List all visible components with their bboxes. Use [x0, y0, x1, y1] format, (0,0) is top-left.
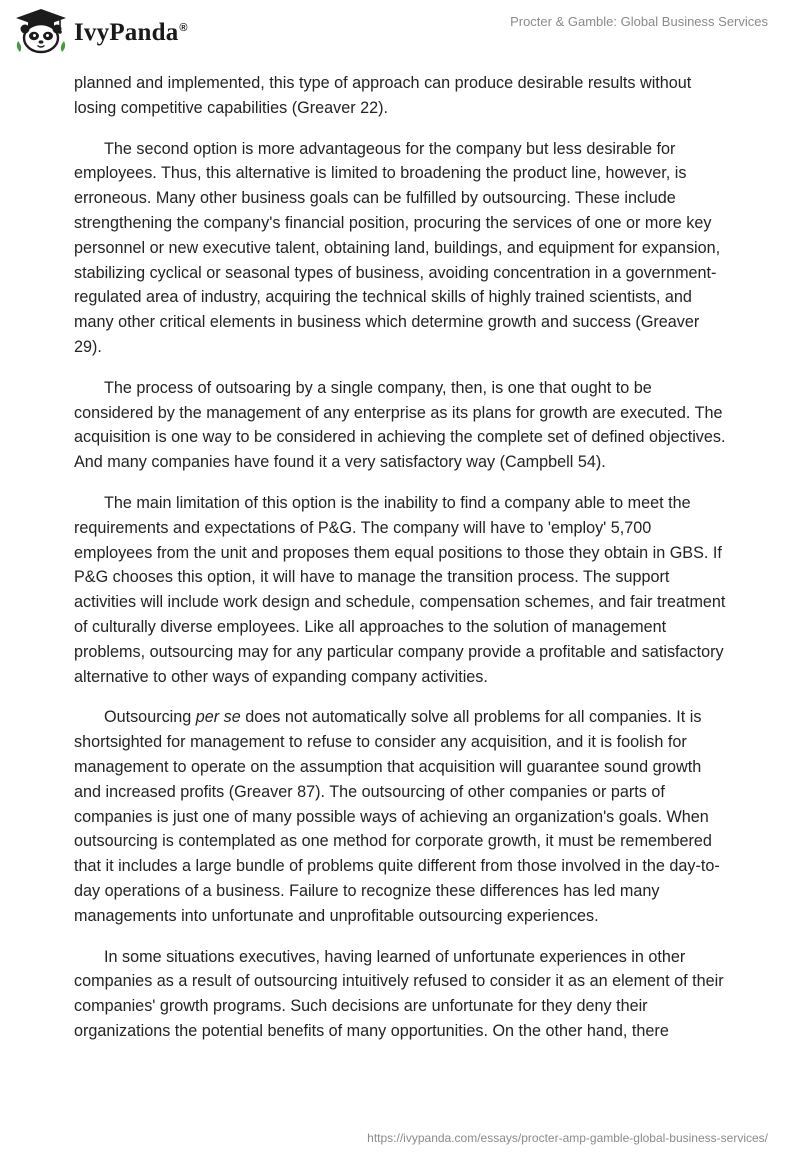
panda-graduate-icon — [14, 7, 68, 55]
paragraph-per-se — [74, 705, 730, 928]
paragraph-executives: In some situations executives, having learned of unfortunate experiences in other companies as a result of outsourcing intuitively refused to consider it as an element of their companies' growth programs. Such decisions are unfortunate for they deny their organizations the potential benefits of many opportunities. On the other hand, there — [74, 947, 724, 1040]
essay-body — [74, 71, 730, 1060]
source-url[interactable]: https://ivypanda.com/essays/procter-amp-gamble-global-business-services/ — [367, 1131, 768, 1145]
paragraph-per-se-rest: does not automatically solve all problems for all companies. It is shortsighted for management to refuse to consider any acquisition, and it is foolish for management to operate on the assumption that acquisition will guarantee sound growth and increased profits (Greaver 87). The outsourcing of other companies or parts of companies is just one of many possible ways of achieving an organization's goals. When outsourcing is contemplated as one method for corporate growth, it must be remembered that it includes a large bundle of problems quite different from those involved in the day-to-day operations of a business. Failure to recognize these differences has led many managements into unfortunate and unprofitable outsourcing experiences. — [74, 708, 720, 925]
brand-name — [74, 19, 188, 47]
paragraph-main-limitation: The main limitation of this option is the inability to find a company able to meet the requirements and expectations of P&G. The company will have to 'employ' 5,700 employees from the unit and proposes them equal positions to those they obtain in GBS. If P&G chooses this option, it will have to manage the transition process. The support activities will include work design and schedule, compensation schemes, and fair treatment of culturally diverse employees. Like all approaches to the solution of management problems, outsourcing may for any particular company provide a profitable and satisfactory alternative to other ways of expanding company activities. — [74, 493, 726, 686]
paragraph-continuation: planned and implemented, this type of approach can produce desirable results without losing competitive capabilities (Greaver 22). — [74, 74, 692, 117]
paragraph-per-se-italic: per se — [195, 708, 241, 727]
paragraph-second-option: The second option is more advantageous for the company but less desirable for employees. Thus, this alternative is limited to broadening the product line, however, is erroneous. Many other business goals can be fulfilled by outsourcing. These include strengthening the company's financial position, procuring the services of one or more key personnel or new executive talent, obtaining land, buildings, and equipment for expansion, stabilizing cyclical or seasonal types of business, avoiding concentration in a government-regulated area of industry, acquiring the technical skills of highly trained scientists, and many other critical elements in business which determine growth and success (Greaver 29). — [74, 139, 721, 356]
paragraph-per-se-lead: Outsourcing — [104, 708, 196, 727]
document-title: Procter & Gamble: Global Business Services — [510, 14, 768, 29]
registered-mark: ® — [179, 21, 188, 34]
page-header — [0, 0, 800, 62]
brand-name-text: IvyPanda — [74, 19, 179, 46]
ivypanda-logo[interactable] — [14, 7, 188, 55]
paragraph-outsourcing-process: The process of outsoaring by a single company, then, is one that ought to be considered by the management of any enterprise as its plans for growth are executed. The acquisition is one way to be considered in achieving the complete set of defined objectives. And many companies have found it a very satisfactory way (Campbell 54). — [74, 378, 726, 472]
